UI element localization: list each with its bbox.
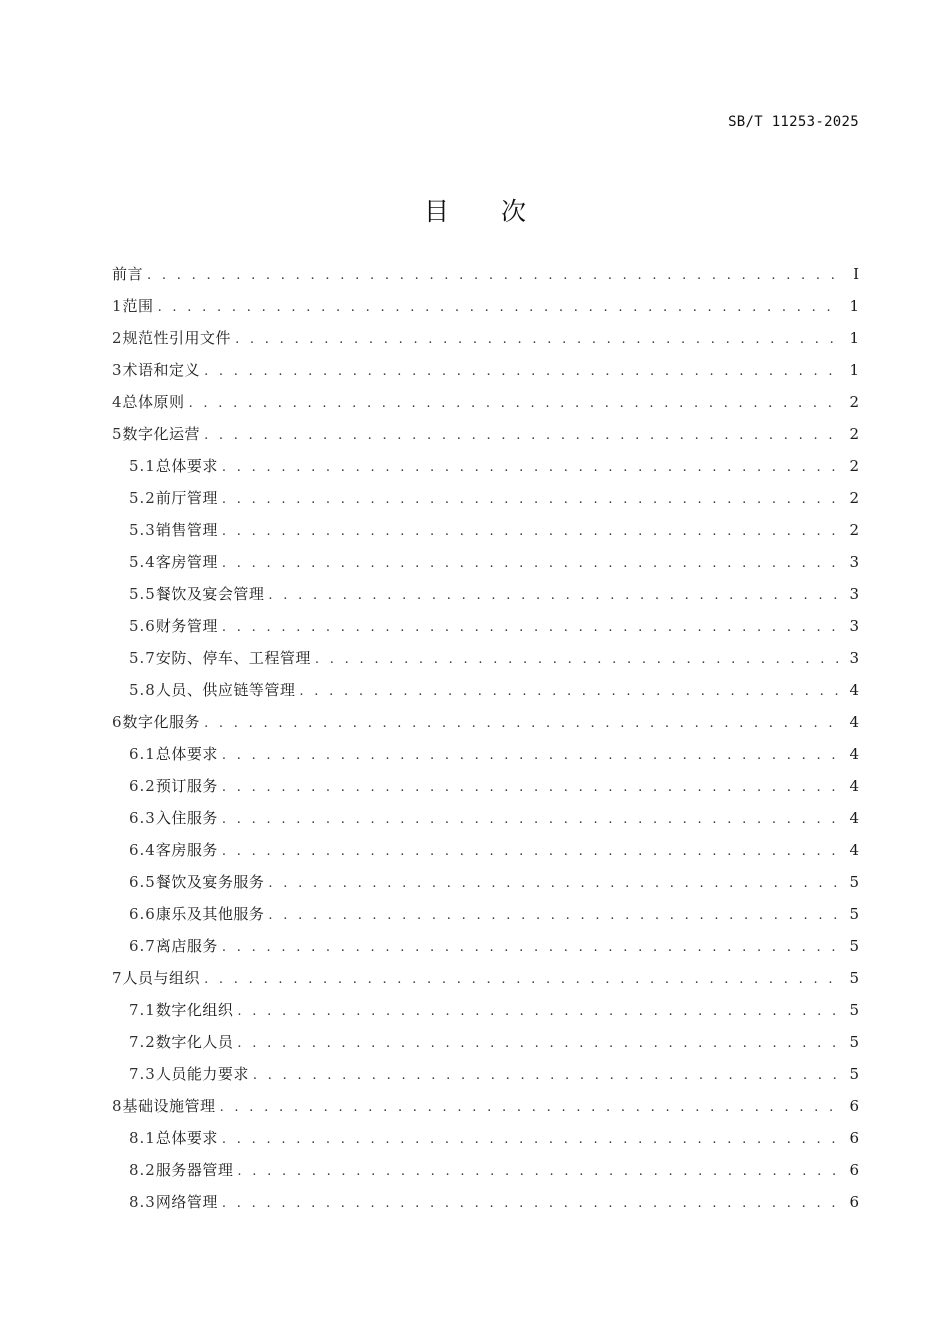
toc-entry-page: 4	[849, 745, 859, 763]
toc-leader-dots	[222, 1188, 839, 1220]
toc-entry-number: 6.6	[129, 905, 156, 923]
toc-entry-label: 总体原则	[122, 393, 185, 411]
toc-leader-dots	[204, 964, 839, 996]
toc-entry-number: 2	[112, 329, 123, 347]
toc-leader-dots	[222, 932, 839, 964]
toc-leader-dots	[237, 996, 839, 1028]
toc-entry-page: 5	[849, 1033, 859, 1051]
toc-entry-number: 6.3	[129, 809, 156, 827]
toc-entry[interactable]	[112, 514, 859, 546]
toc-entry-label: 人员能力要求	[155, 1065, 249, 1083]
toc-entry[interactable]	[112, 258, 859, 290]
toc-entry-page: 4	[849, 777, 859, 795]
toc-leader-dots	[268, 900, 839, 932]
toc-leader-dots	[222, 484, 839, 516]
toc-title: 目次	[423, 197, 578, 226]
toc-leader-dots	[268, 868, 839, 900]
toc-entry-page: 2	[849, 457, 859, 475]
toc-entry-page: I	[853, 265, 859, 283]
toc-entry-page: 4	[849, 681, 859, 699]
toc-entry[interactable]	[112, 1026, 859, 1058]
toc-entry-label: 康乐及其他服务	[155, 905, 265, 923]
toc-leader-dots	[222, 548, 839, 580]
toc-entry-number: 5	[112, 425, 123, 443]
toc-entry-label: 预订服务	[155, 777, 218, 795]
toc-entry[interactable]	[112, 1154, 859, 1186]
toc-entry-page: 5	[849, 1065, 859, 1083]
toc-entry[interactable]	[112, 802, 859, 834]
toc-entry[interactable]	[112, 834, 859, 866]
toc-leader-dots	[222, 772, 839, 804]
toc-entry-label: 数字化服务	[122, 713, 201, 731]
toc-entry-label: 数字化组织	[155, 1001, 234, 1019]
toc-entry[interactable]	[112, 386, 859, 418]
toc-entry-label: 客房管理	[155, 553, 218, 571]
toc-entry-label: 总体要求	[155, 1129, 218, 1147]
toc-entry-label: 前言	[112, 265, 144, 283]
toc-entry[interactable]	[112, 610, 859, 642]
toc-entry[interactable]	[112, 1186, 859, 1218]
toc-entry-label: 范围	[122, 297, 154, 315]
toc-entry-page: 4	[849, 713, 859, 731]
toc-entry-page: 3	[849, 553, 859, 571]
toc-entry[interactable]	[112, 322, 859, 354]
toc-leader-dots	[204, 356, 839, 388]
toc-entry-page: 3	[849, 585, 859, 603]
toc-leader-dots	[222, 804, 839, 836]
toc-entry-label: 总体要求	[155, 745, 218, 763]
toc-entry-label: 人员与组织	[122, 969, 201, 987]
toc-entry[interactable]	[112, 290, 859, 322]
toc-entry[interactable]	[112, 706, 859, 738]
toc-entry-label: 术语和定义	[122, 361, 201, 379]
toc-leader-dots	[204, 420, 839, 452]
toc-entry[interactable]	[112, 738, 859, 770]
toc-entry[interactable]	[112, 354, 859, 386]
toc-leader-dots	[222, 836, 839, 868]
toc-entry-number: 6.4	[129, 841, 156, 859]
toc-entry-label: 财务管理	[155, 617, 218, 635]
toc-entry[interactable]	[112, 418, 859, 450]
toc-entry-page: 3	[849, 649, 859, 667]
toc-entry-page: 2	[849, 521, 859, 539]
toc-entry-page: 5	[849, 905, 859, 923]
toc-entry-page: 1	[849, 361, 859, 379]
toc-leader-dots	[220, 1092, 839, 1124]
toc-entry-label: 人员、供应链等管理	[155, 681, 296, 699]
toc-entry[interactable]	[112, 482, 859, 514]
toc-leader-dots	[204, 708, 839, 740]
toc-entry-number: 6.1	[129, 745, 156, 763]
toc-entry[interactable]	[112, 1122, 859, 1154]
toc-entry-label: 总体要求	[155, 457, 218, 475]
toc-entry[interactable]	[112, 642, 859, 674]
toc-entry-number: 6.7	[129, 937, 156, 955]
toc-entry-label: 餐饮及宴务服务	[155, 873, 265, 891]
toc-entry-number: 7.1	[129, 1001, 156, 1019]
table-of-contents	[112, 258, 859, 1218]
toc-leader-dots	[237, 1028, 839, 1060]
toc-leader-dots	[189, 388, 839, 420]
toc-entry[interactable]	[112, 578, 859, 610]
toc-entry[interactable]	[112, 770, 859, 802]
toc-entry-page: 5	[849, 1001, 859, 1019]
toc-entry-number: 5.5	[129, 585, 156, 603]
toc-leader-dots	[147, 260, 839, 292]
toc-entry-number: 7	[112, 969, 123, 987]
toc-entry-number: 6.2	[129, 777, 156, 795]
toc-entry-number: 5.4	[129, 553, 156, 571]
toc-entry-label: 入住服务	[155, 809, 218, 827]
toc-entry-page: 6	[849, 1097, 859, 1115]
toc-entry-label: 规范性引用文件	[122, 329, 232, 347]
toc-entry-page: 4	[849, 841, 859, 859]
toc-entry-page: 2	[849, 425, 859, 443]
toc-entry[interactable]	[112, 450, 859, 482]
toc-leader-dots	[237, 1156, 839, 1188]
toc-entry[interactable]	[112, 546, 859, 578]
toc-entry-number: 6	[112, 713, 123, 731]
toc-entry-number: 6.5	[129, 873, 156, 891]
toc-entry-number: 5.6	[129, 617, 156, 635]
toc-entry-label: 基础设施管理	[122, 1097, 216, 1115]
toc-entry-page: 2	[849, 489, 859, 507]
toc-entry[interactable]	[112, 674, 859, 706]
toc-entry[interactable]	[112, 1090, 859, 1122]
toc-leader-dots	[299, 676, 839, 708]
toc-entry-page: 5	[849, 937, 859, 955]
toc-leader-dots	[268, 580, 839, 612]
toc-entry-number: 8	[112, 1097, 123, 1115]
toc-entry-page: 1	[849, 329, 859, 347]
standard-code: SB/T 11253-2025	[728, 114, 859, 130]
toc-entry-page: 6	[849, 1129, 859, 1147]
toc-entry-number: 4	[112, 393, 123, 411]
toc-entry[interactable]	[112, 898, 859, 930]
toc-entry-label: 数字化人员	[155, 1033, 234, 1051]
toc-entry-number: 1	[112, 297, 123, 315]
toc-leader-dots	[253, 1060, 839, 1092]
toc-entry-page: 5	[849, 969, 859, 987]
toc-entry-number: 7.2	[129, 1033, 156, 1051]
toc-leader-dots	[222, 516, 839, 548]
toc-leader-dots	[235, 324, 839, 356]
toc-leader-dots	[222, 740, 839, 772]
toc-entry-number: 3	[112, 361, 123, 379]
toc-entry-page: 2	[849, 393, 859, 411]
toc-entry-number: 8.3	[129, 1193, 156, 1211]
toc-leader-dots	[222, 612, 839, 644]
toc-entry-label: 前厅管理	[155, 489, 218, 507]
toc-entry-label: 销售管理	[155, 521, 218, 539]
toc-entry-page: 1	[849, 297, 859, 315]
toc-entry-label: 服务器管理	[155, 1161, 234, 1179]
toc-entry-number: 5.7	[129, 649, 156, 667]
toc-entry-number: 8.1	[129, 1129, 156, 1147]
toc-entry-label: 网络管理	[155, 1193, 218, 1211]
toc-entry-number: 5.8	[129, 681, 156, 699]
toc-entry[interactable]	[112, 1058, 859, 1090]
toc-entry[interactable]	[112, 930, 859, 962]
toc-entry-label: 离店服务	[155, 937, 218, 955]
toc-leader-dots	[222, 1124, 839, 1156]
toc-leader-dots	[158, 292, 839, 324]
toc-entry-number: 7.3	[129, 1065, 156, 1083]
toc-entry-number: 8.2	[129, 1161, 156, 1179]
toc-entry-page: 5	[849, 873, 859, 891]
toc-entry-page: 3	[849, 617, 859, 635]
toc-entry-page: 6	[849, 1161, 859, 1179]
toc-entry-number: 5.2	[129, 489, 156, 507]
toc-entry-number: 5.3	[129, 521, 156, 539]
toc-leader-dots	[315, 644, 839, 676]
toc-entry-label: 数字化运营	[122, 425, 201, 443]
toc-entry-label: 安防、停车、工程管理	[155, 649, 311, 667]
toc-entry-page: 6	[849, 1193, 859, 1211]
toc-entry[interactable]	[112, 866, 859, 898]
toc-entry-label: 餐饮及宴会管理	[155, 585, 265, 603]
toc-entry[interactable]	[112, 962, 859, 994]
toc-entry-page: 4	[849, 809, 859, 827]
toc-leader-dots	[222, 452, 839, 484]
toc-entry[interactable]	[112, 994, 859, 1026]
toc-entry-label: 客房服务	[155, 841, 218, 859]
toc-entry-number: 5.1	[129, 457, 156, 475]
